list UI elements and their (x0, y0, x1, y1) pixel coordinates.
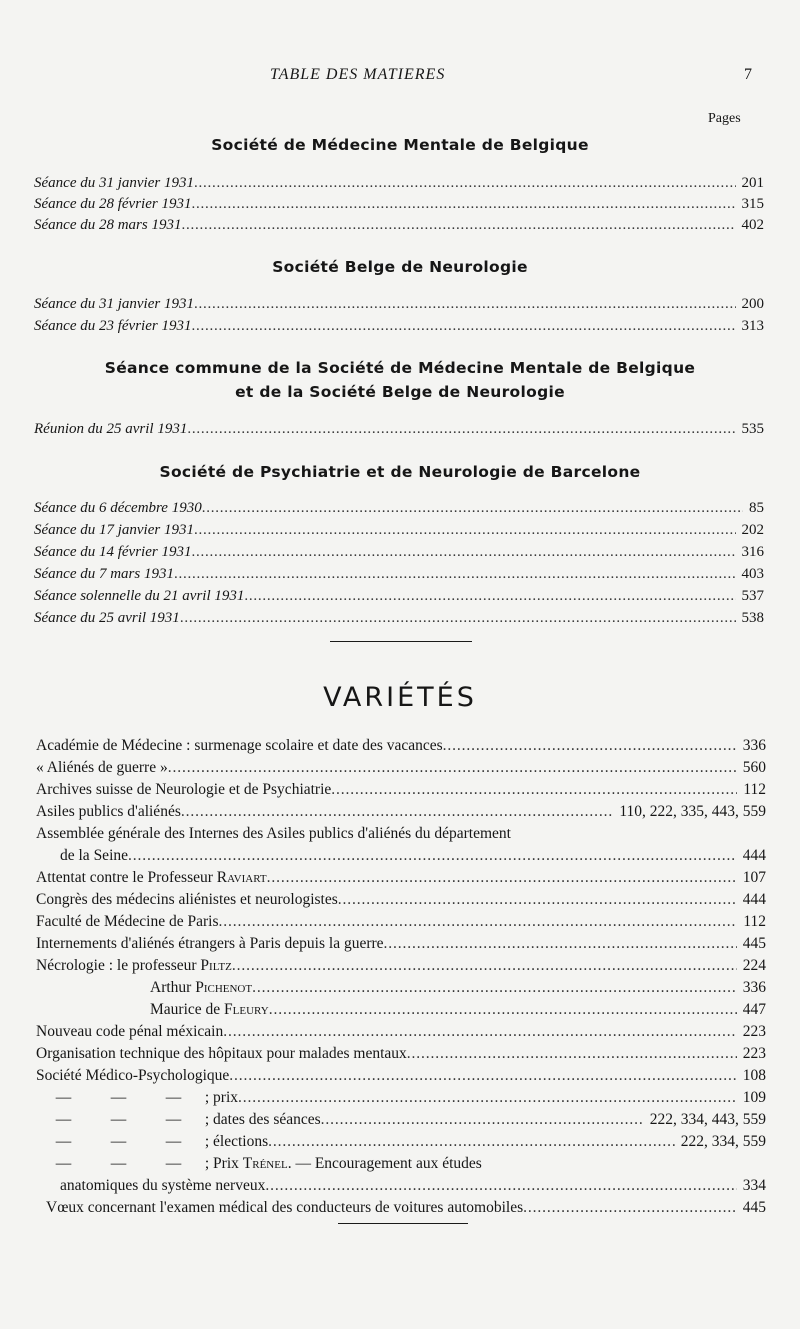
ditto-dash: — (55, 1089, 72, 1106)
label-name: Raviart (216, 869, 267, 886)
dot-leader (180, 607, 736, 629)
varietes-entry (36, 1021, 766, 1043)
entry-label: Séance du 25 avril 1931 (34, 610, 180, 626)
dot-leader (191, 541, 735, 563)
varietes-title: VARIÉTÉS (323, 682, 477, 713)
entry-page: 444 (742, 847, 766, 864)
entry-label: Séance solennelle du 21 avril 1931 (34, 588, 245, 604)
label-text: ; prix (204, 1089, 239, 1106)
entry-label: Vœux concernant l'examen médical des conducteurs de voitures automobiles (46, 1199, 524, 1216)
entry-label: Réunion du 25 avril 1931 (34, 421, 188, 437)
entry-page: 445 (742, 1199, 766, 1216)
entry-label (36, 1153, 766, 1175)
section-title: Séance commune de la Société de Médecine Mentale de Belgique (104, 359, 696, 377)
entry-page: 535 (741, 421, 764, 437)
varietes-entry (36, 955, 766, 977)
entry-page: 336 (742, 979, 766, 996)
label-name: Piltz (200, 957, 232, 974)
entry-page: 538 (741, 610, 764, 626)
dot-leader (265, 1175, 736, 1197)
ditto-dash: — (165, 1111, 182, 1128)
entry-page: 445 (742, 935, 766, 952)
entry-label: Séance du 6 décembre 1930 (34, 500, 202, 516)
entry-label: Internements d'aliénés étrangers à Paris depuis la guerre (36, 935, 384, 952)
entry-label: de la Seine (60, 847, 129, 864)
label-name: Fleury (224, 1001, 269, 1018)
page-number: 7 (744, 66, 752, 83)
varietes-entry (36, 757, 766, 779)
toc-entry (34, 214, 764, 236)
dot-leader (187, 418, 735, 440)
varietes-entry (36, 1109, 766, 1131)
varietes-entry-continuation (60, 845, 766, 867)
ditto-dash: — (110, 1111, 127, 1128)
closing-divider (338, 1223, 468, 1224)
entry-label: « Aliénés de guerre » (36, 759, 168, 776)
ditto-dash: — (165, 1155, 182, 1172)
entry-label: Séance du 31 janvier 1931 (34, 175, 194, 191)
entry-label: Académie de Médecine : surmenage scolaire et date des vacances (36, 737, 443, 754)
ditto-dash: — (55, 1133, 72, 1150)
entry-label: Faculté de Médecine de Paris (36, 913, 219, 930)
varietes-entry (36, 823, 766, 845)
entry-page: 313 (741, 318, 764, 334)
entry-page: 336 (742, 737, 766, 754)
entry-page: 537 (741, 588, 764, 604)
entry-label: Congrès des médecins aliénistes et neurologistes (36, 891, 338, 908)
entry-page: 112 (743, 781, 766, 798)
toc-entry (34, 172, 764, 194)
dot-leader (194, 519, 736, 541)
varietes-entry (36, 735, 766, 757)
section-title: Société de Psychiatrie et de Neurologie de Barcelone (159, 463, 641, 481)
entry-label: Archives suisse de Neurologie et de Psychiatrie (36, 781, 332, 798)
entry-label: Asiles publics d'aliénés (36, 803, 181, 820)
dot-leader (194, 172, 736, 194)
entry-label: anatomiques du système nerveux (60, 1177, 266, 1194)
label-text: Arthur (150, 979, 192, 996)
entry-label (150, 999, 269, 1021)
varietes-entry (36, 1153, 766, 1175)
label-text: Attentat contre le Professeur (36, 869, 213, 886)
dot-leader (194, 293, 736, 315)
entry-page: 200 (741, 296, 764, 312)
running-title: TABLE DES MATIERES (270, 66, 446, 83)
label-text: ; Prix (204, 1155, 239, 1172)
varietes-entry (36, 911, 766, 933)
entry-page: 402 (741, 217, 764, 233)
dot-leader (128, 845, 737, 867)
label-name: Trénel (242, 1155, 288, 1172)
dot-leader (174, 563, 736, 585)
ditto-dash: — (110, 1089, 127, 1106)
section-divider (330, 641, 472, 642)
pages-column-label: Pages (708, 111, 741, 126)
ditto-dash: — (55, 1155, 72, 1172)
toc-entry (34, 497, 764, 519)
label-text: Maurice de (150, 1001, 221, 1018)
entry-label: Organisation technique des hôpitaux pour malades mentaux (36, 1045, 407, 1062)
toc-entry (34, 585, 764, 607)
running-head (0, 66, 800, 86)
dot-leader (219, 911, 738, 933)
entry-page: 109 (742, 1089, 766, 1106)
dot-leader (191, 193, 735, 215)
toc-entry (34, 607, 764, 629)
entry-label: Séance du 28 février 1931 (34, 196, 192, 212)
entry-label: Séance du 14 février 1931 (34, 544, 192, 560)
dot-leader (331, 779, 737, 801)
toc-entry (34, 418, 764, 440)
dot-leader (338, 889, 737, 911)
entry-label: Nouveau code pénal méxicain (36, 1023, 224, 1040)
dot-leader (202, 497, 743, 519)
ditto-dash: — (165, 1089, 182, 1106)
dot-leader (181, 214, 735, 236)
dot-leader (407, 1043, 737, 1065)
entry-label (36, 1109, 321, 1131)
ditto-dash: — (55, 1111, 72, 1128)
varietes-entry (36, 1065, 766, 1087)
entry-label: Assemblée générale des Internes des Asiles publics d'aliénés du département (36, 825, 511, 842)
entry-page: 222, 334, 559 (680, 1133, 766, 1150)
dot-leader (223, 1021, 737, 1043)
entry-label: Séance du 28 mars 1931 (34, 217, 182, 233)
dot-leader (268, 1131, 675, 1153)
entry-page: 560 (742, 759, 766, 776)
entry-page: 316 (741, 544, 764, 560)
entry-page: 108 (742, 1067, 766, 1084)
entry-page: 444 (742, 891, 766, 908)
entry-label (36, 955, 232, 977)
label-name: Pichenot (195, 979, 253, 996)
entry-page: 107 (742, 869, 766, 886)
label-text: ; élections (204, 1133, 269, 1150)
dot-leader (191, 315, 735, 337)
entry-page: 403 (741, 566, 764, 582)
dot-leader (181, 801, 613, 823)
entry-label (36, 1087, 238, 1109)
dot-leader (443, 735, 737, 757)
varietes-entry (36, 1043, 766, 1065)
label-text: ; dates des séances (204, 1111, 321, 1128)
dot-leader (267, 867, 737, 889)
entry-label (36, 867, 267, 889)
entry-label (150, 977, 252, 999)
varietes-entry (36, 889, 766, 911)
dot-leader (244, 585, 735, 607)
section-title: Société de Médecine Mentale de Belgique (211, 136, 589, 154)
toc-entry (34, 293, 764, 315)
dot-leader (523, 1197, 737, 1219)
entry-page: 112 (743, 913, 766, 930)
varietes-entry (46, 1197, 766, 1219)
toc-entry (34, 193, 764, 215)
entry-page: 315 (741, 196, 764, 212)
entry-label: Séance du 23 février 1931 (34, 318, 192, 334)
varietes-entry (36, 1087, 766, 1109)
entry-page: 85 (749, 500, 764, 516)
entry-page: 202 (741, 522, 764, 538)
entry-label: Société Médico-Psychologique (36, 1067, 230, 1084)
dot-leader (252, 977, 737, 999)
ditto-dash: — (110, 1133, 127, 1150)
entry-page: 224 (742, 957, 766, 974)
toc-entry (34, 519, 764, 541)
dot-leader (229, 1065, 736, 1087)
varietes-entry (36, 779, 766, 801)
entry-page: 222, 334, 443, 559 (649, 1111, 766, 1128)
varietes-entry (150, 977, 766, 999)
varietes-entry (36, 867, 766, 889)
ditto-dash: — (165, 1133, 182, 1150)
label-text: Nécrologie : le professeur (36, 957, 197, 974)
dot-leader (238, 1087, 737, 1109)
entry-label: Séance du 31 janvier 1931 (34, 296, 194, 312)
varietes-entry (36, 801, 766, 823)
section-title-line2: et de la Société Belge de Neurologie (235, 383, 565, 401)
varietes-entry (36, 1131, 766, 1153)
entry-page: 334 (742, 1177, 766, 1194)
dot-leader (321, 1109, 644, 1131)
varietes-entry (150, 999, 766, 1021)
dot-leader (384, 933, 737, 955)
entry-page: 447 (742, 1001, 766, 1018)
dot-leader (232, 955, 737, 977)
entry-page: 223 (742, 1023, 766, 1040)
entry-label (36, 1131, 268, 1153)
entry-label: Séance du 17 janvier 1931 (34, 522, 194, 538)
toc-entry (34, 563, 764, 585)
dot-leader (269, 999, 737, 1021)
entry-page: 201 (741, 175, 764, 191)
varietes-entry-continuation (60, 1175, 766, 1197)
varietes-entry (36, 933, 766, 955)
entry-page: 110, 222, 335, 443, 559 (619, 803, 766, 820)
label-text: . — Encouragement aux études (287, 1155, 482, 1172)
ditto-dash: — (110, 1155, 127, 1172)
toc-entry (34, 541, 764, 563)
section-title: Société Belge de Neurologie (272, 258, 528, 276)
entry-page: 223 (742, 1045, 766, 1062)
entry-label: Séance du 7 mars 1931 (34, 566, 174, 582)
dot-leader (168, 757, 737, 779)
toc-entry (34, 315, 764, 337)
